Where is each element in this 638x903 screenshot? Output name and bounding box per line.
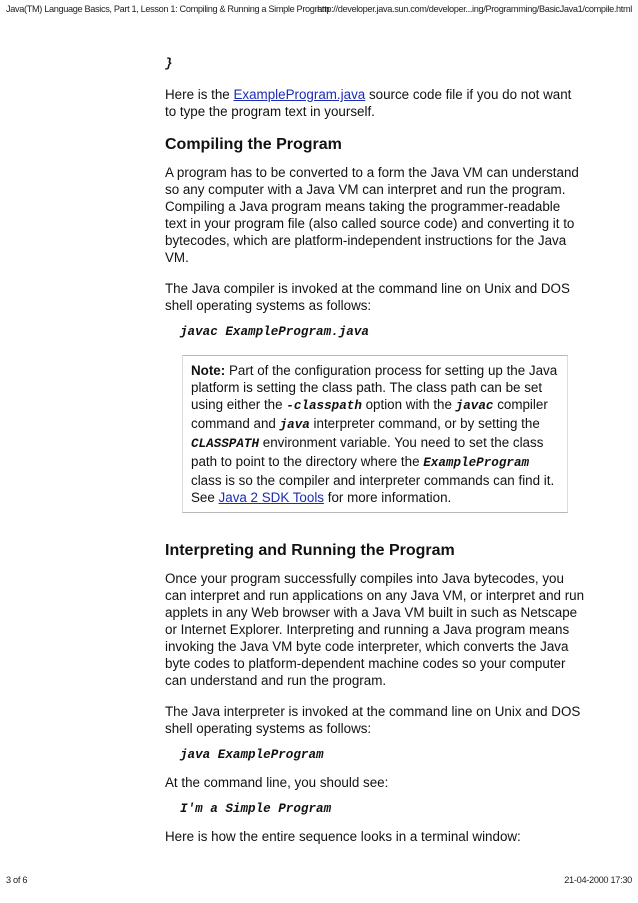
program-output: I'm a Simple Program	[180, 802, 332, 816]
note-text-5: environment variable. You need to set the class path to point to the directory where the	[191, 435, 544, 469]
note-text-1: Part of the configuration process for setting up the Java platform is setting the class path. The class path can be set using either the	[191, 363, 558, 412]
note-text-7: for more information.	[324, 490, 452, 505]
example-program-link[interactable]: ExampleProgram.java	[233, 87, 366, 102]
note-text-3: compiler command and	[191, 397, 548, 431]
java-command: java ExampleProgram	[180, 748, 324, 762]
running-paragraph: Once your program successfully compiles into Java bytecodes, you can interpret and run applications on any Java VM, or interpret and run applets in any Web browser with a Java VM built in such as Netscape or Internet Explorer. Interpreting and running a Java program means invoking the Java VM byte code interpreter, which converts the Java byte codes to platform-dependent machine codes so your computer can understand and run the program.	[165, 571, 585, 688]
terminal-sequence-paragraph: Here is how the entire sequence looks in a terminal window:	[165, 829, 521, 844]
javac-command: javac ExampleProgram.java	[180, 325, 369, 339]
note-label: Note:	[191, 363, 226, 378]
code-closing-brace: }	[165, 57, 173, 71]
compiling-paragraph: A program has to be converted to a form the Java VM can understand so any computer with a Java VM can interpret and run the program. Compiling a Java program means taking the programmer-readable text in your program file (also called source code) and converting it to bytecodes, which are platform-independent instructions for the Java VM.	[165, 165, 579, 265]
expected-output-paragraph: At the command line, you should see:	[165, 775, 389, 790]
note-text-4: interpreter command, or by setting the	[309, 416, 540, 431]
intro-text-pre: Here is the	[165, 87, 234, 102]
note-code-exampleprogram: ExampleProgram	[423, 456, 530, 470]
print-datetime: 21-04-2000 17:30	[564, 875, 632, 885]
compiling-heading: Compiling the Program	[165, 136, 342, 153]
running-heading: Interpreting and Running the Program	[165, 542, 455, 559]
print-footer	[6, 875, 632, 889]
sdk-tools-link[interactable]: Java 2 SDK Tools	[218, 490, 324, 505]
note-text-2: option with the	[361, 397, 456, 412]
interpreter-invocation-paragraph: The Java interpreter is invoked at the command line on Unix and DOS shell operating systems as follows:	[165, 704, 581, 736]
note-code-java: java	[279, 418, 310, 432]
page-title: Java(TM) Language Basics, Part 1, Lesson 1: Compiling & Running a Simple Program	[6, 4, 330, 14]
document-body	[165, 56, 585, 845]
print-header	[6, 4, 632, 18]
intro-paragraph	[165, 86, 585, 120]
note-code-javac: javac	[455, 399, 494, 413]
classpath-note	[182, 355, 568, 513]
note-code-classpath: -classpath	[286, 399, 362, 413]
page-number: 3 of 6	[6, 875, 28, 885]
compiler-invocation-paragraph: The Java compiler is invoked at the command line on Unix and DOS shell operating systems as follows:	[165, 281, 570, 313]
page-url: http://developer.java.sun.com/developer...ing/Programming/BasicJava1/compile.html	[317, 4, 632, 14]
note-text-6: class is so the compiler and interpreter commands can find it. See	[191, 473, 555, 505]
note-code-classpath-var: CLASSPATH	[191, 437, 260, 451]
intro-text-post: source code file if you do not want to type the program text in yourself.	[165, 87, 572, 119]
